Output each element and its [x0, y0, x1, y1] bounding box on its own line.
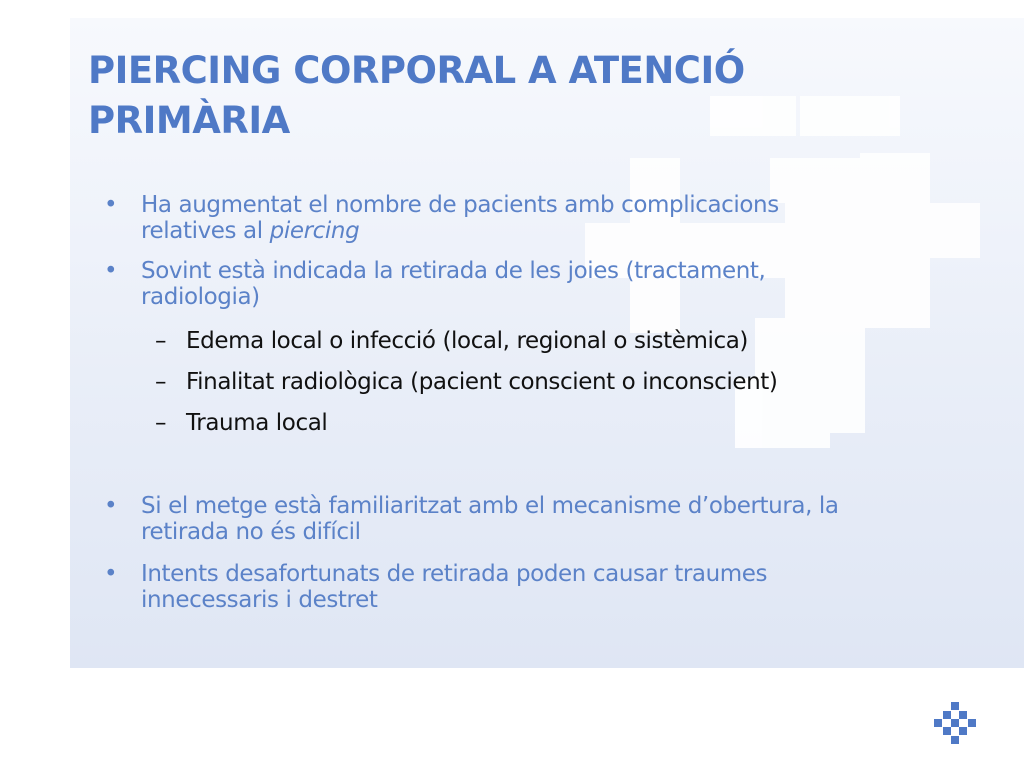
bullet-text-line: innecessaris i destret: [141, 587, 378, 613]
subitem: [186, 369, 946, 395]
bullet-item: [141, 192, 941, 244]
bullet-text-line: radiologia): [141, 284, 260, 310]
bullet-text-line: Sovint està indicada la retirada de les joies (tractament,: [141, 258, 766, 284]
bullet-item: [141, 561, 941, 613]
emphasized-text: piercing: [269, 218, 360, 244]
subitem: [186, 410, 946, 436]
subitem: [186, 328, 946, 354]
bullet-text-line: retirada no és difícil: [141, 519, 361, 545]
bullet-text-line: Intents desafortunats de retirada poden causar traumes: [141, 561, 768, 587]
slide-title-line-1: PIERCING CORPORAL A ATENCIÓ: [88, 49, 745, 92]
bullet-marker: •: [104, 192, 118, 218]
subitem-text: Edema local o infecció (local, regional o sistèmica): [186, 328, 748, 354]
dash-marker: –: [155, 410, 167, 436]
slide-title: [88, 46, 968, 146]
bullet-text-line: Ha augmentat el nombre de pacients amb complicacions: [141, 192, 779, 218]
bullet-item: [141, 258, 941, 310]
bullet-marker: •: [104, 493, 118, 519]
bullet-item: [141, 493, 941, 545]
bullet-text-line: [141, 218, 941, 244]
subitem-text: Finalitat radiològica (pacient conscient o inconscient): [186, 369, 778, 395]
bullet-marker: •: [104, 258, 118, 284]
dash-marker: –: [155, 369, 167, 395]
bullet-text-line: Si el metge està familiaritzat amb el mecanisme d’obertura, la: [141, 493, 839, 519]
cross-cluster-logo-icon: [934, 702, 976, 744]
slide-title-line-2: PRIMÀRIA: [88, 99, 290, 142]
dash-marker: –: [155, 328, 167, 354]
subitem-text: Trauma local: [186, 410, 328, 436]
bullet-text-segment: relatives al: [141, 218, 270, 244]
bullet-marker: •: [104, 561, 118, 587]
